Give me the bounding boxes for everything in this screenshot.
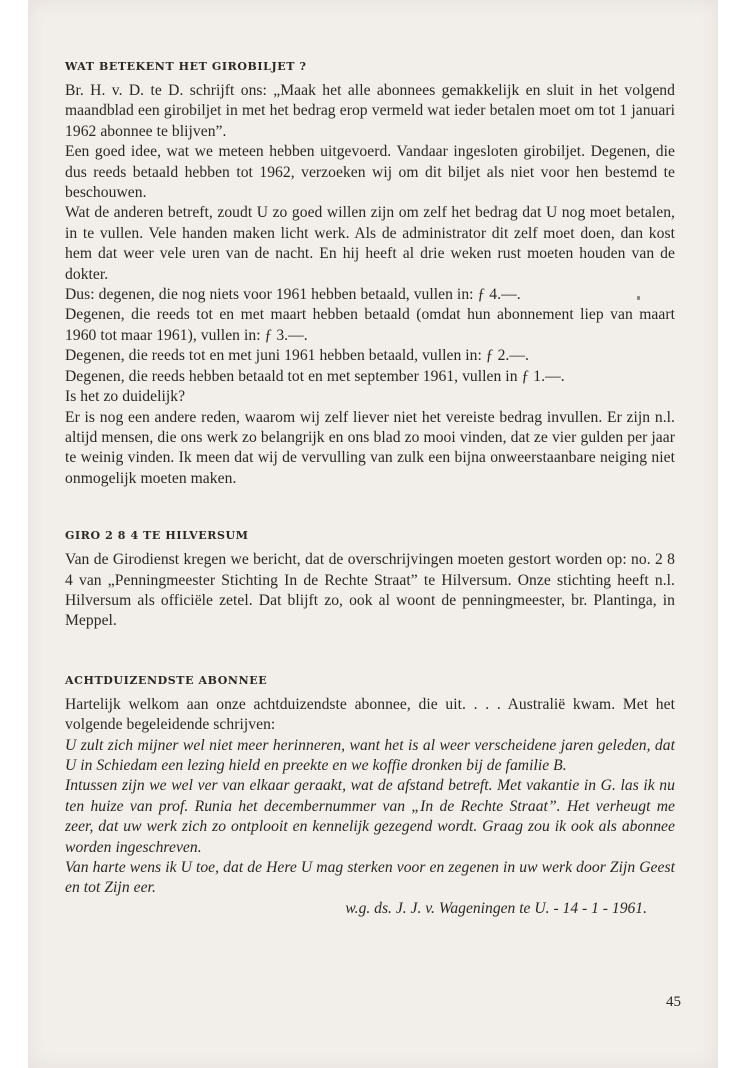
letter-signature: w.g. ds. J. J. v. Wageningen te U. - 14 - 1 - 1961. [345, 899, 647, 917]
section-heading: GIRO 2 8 4 TE HILVERSUM [65, 529, 249, 543]
paragraph: Wat de anderen betreft, zoudt U zo goed willen zijn om zelf het bedrag dat U nog moet betalen, in te vullen. Vele handen maken licht werk. Als de administrator dit zelf moet doen, dan kost hem dat weer vele uren van de nacht. En hij heeft al drie weken rust moeten houden van de dokter. [65, 204, 675, 283]
page-content [65, 60, 675, 919]
paragraph: Degenen, die reeds tot en met juni 1961 hebben betaald, vullen in: ƒ 2.—. [65, 347, 529, 365]
paragraph: Een goed idee, wat we meteen hebben uitgevoerd. Vandaar ingesloten girobiljet. Degenen, die dus reeds betaald hebben tot 1962, verzoeken wij om dit biljet als niet voor hen bestemd te beschouwen. [65, 143, 675, 202]
letter-paragraph: Van harte wens ik U toe, dat de Here U mag sterken voor en zegenen in uw werk door Zijn Geest en tot Zijn eer. [65, 859, 675, 897]
letter-paragraph: U zult zich mijner wel niet meer herinneren, want het is al weer verscheidene jaren geleden, dat U in Schiedam een lezing hield en preekte en we koffie dronken bij de familie B. [65, 736, 675, 774]
paragraph: Degenen, die reeds hebben betaald tot en met september 1961, vullen in ƒ 1.—. [65, 367, 565, 385]
section-girobiljet [65, 60, 675, 489]
paragraph: Van de Girodienst kregen we bericht, dat de overschrijvingen moeten gestort worden op: no. 2 8 4 van „Penningmeester Stichting In de Rechte Straat” te Hilversum. Onze stichting heeft n.l. Hilversum als officiële zetel. Dat blijft zo, ook al woont de penningmeester, br. Plantinga, in Meppel. [65, 551, 675, 630]
paragraph: Is het zo duidelijk? [65, 388, 186, 406]
paragraph: Hartelijk welkom aan onze achtduizendste abonnee, die uit. . . . Australië kwam. Met het volgende begeleidende schrijven: [65, 695, 675, 734]
paragraph: Dus: degenen, die nog niets voor 1961 hebben betaald, vullen in: ƒ 4.—. [65, 286, 521, 304]
paragraph: Er is nog een andere reden, waarom wij zelf liever niet het vereiste bedrag invullen. Er zijn n.l. altijd mensen, die ons werk zo belangrijk en ons blad zo mooi vinden, dat ze vier gulden per jaar te weinig vinden. Ik meen dat wij de vervulling van zulk een bijna onweerstaanbare neiging niet onmogelijk moeten maken. [65, 408, 675, 487]
section-heading: WAT BETEKENT HET GIROBILJET ? [65, 60, 307, 73]
section-giro-hilversum [65, 529, 675, 632]
document-page [28, 0, 718, 1068]
paragraph: Br. H. v. D. te D. schrijft ons: „Maak het alle abonnees gemakkelijk en sluit in het volgend maandblad een girobiljet in met het bedrag erop vermeld wat ieder betalen moet om tot 1 januari 1962 abonnee te blijven”. [65, 82, 675, 140]
paragraph: Degenen, die reeds tot en met maart hebben betaald (omdat hun abonnement liep van maart 1960 tot maar 1961), vullen in: ƒ 3.—. [65, 306, 675, 344]
page-number: 45 [666, 994, 681, 1010]
section-achtduizendste-abonnee [65, 674, 675, 919]
letter-paragraph: Intussen zijn we wel ver van elkaar geraakt, wat de afstand betreft. Met vakantie in G. las ik nu ten huize van prof. Runia het decembernummer van „In de Rechte Straat”. Het verheugt me zeer, dat uw werk zich zo ontplooit en kennelijk gezegend wordt. Graag zou ik ook als abonnee worden ingeschreven. [65, 777, 675, 856]
section-heading: ACHTDUIZENDSTE ABONNEE [65, 673, 268, 687]
